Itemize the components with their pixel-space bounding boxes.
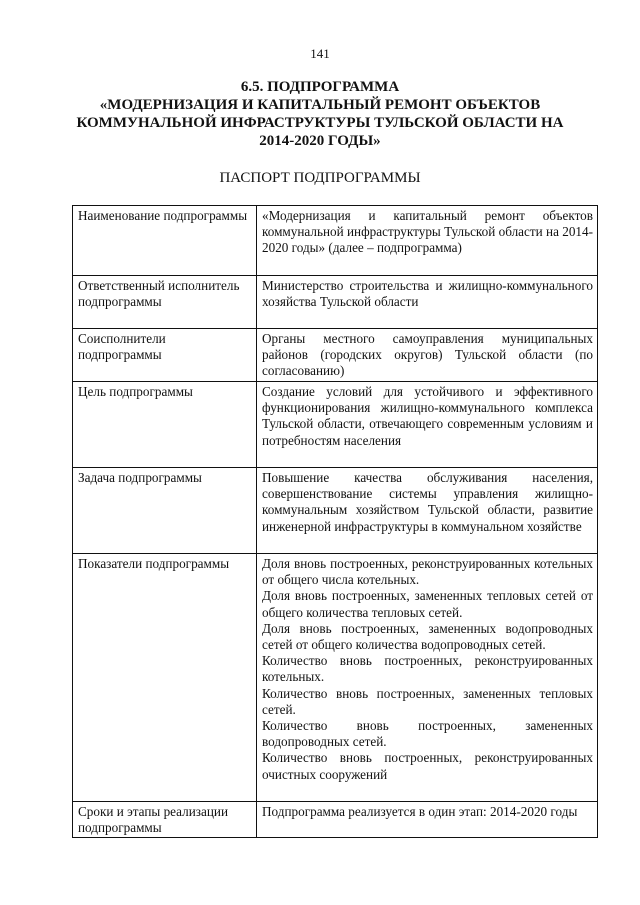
heading-line: 6.5. ПОДПРОГРАММА xyxy=(240,79,400,95)
row-label: Ответственный исполнитель подпрограммы xyxy=(73,276,257,329)
table-row xyxy=(73,554,598,802)
page-number: 141 xyxy=(310,46,330,61)
passport-table xyxy=(72,205,598,838)
row-label: Цель подпрограммы xyxy=(73,382,257,468)
row-value: Министерство строительства и жилищно-коммунального хозяйства Тульской области xyxy=(257,276,598,329)
heading-line: КОММУНАЛЬНОЙ ИНФРАСТРУКТУРЫ ТУЛЬСКОЙ ОБЛАСТИ НА xyxy=(76,115,564,131)
table-row xyxy=(73,276,598,329)
table-row xyxy=(73,468,598,554)
section-heading xyxy=(60,78,580,150)
row-label: Сроки и этапы реализации подпрограммы xyxy=(73,802,257,838)
table-row xyxy=(73,802,598,838)
indicator-item: Количество вновь построенных, замененных тепловых сетей. xyxy=(262,685,593,717)
row-value: Создание условий для устойчивого и эффективного функционирования жилищно-коммунального комплекса Тульской области, отвечающего современным условиям и потребностям населения xyxy=(257,382,598,468)
row-label: Показатели подпрограммы xyxy=(73,554,257,802)
indicator-item: Количество вновь построенных, замененных водопроводных сетей. xyxy=(262,718,593,750)
heading-line: «МОДЕРНИЗАЦИЯ И КАПИТАЛЬНЫЙ РЕМОНТ ОБЪЕКТОВ xyxy=(99,97,541,113)
row-label: Задача подпрограммы xyxy=(73,468,257,554)
indicator-item: Количество вновь построенных, реконструированных очистных сооружений xyxy=(262,750,593,782)
row-label: Соисполнители подпрограммы xyxy=(73,329,257,382)
indicator-item: Доля вновь построенных, замененных водопроводных сетей от общего количества водопроводных сетей. xyxy=(262,620,593,653)
passport-title: ПАСПОРТ ПОДПРОГРАММЫ xyxy=(219,170,421,186)
row-value: «Модернизация и капитальный ремонт объектов коммунальной инфраструктуры Тульской области на 2014-2020 годы» (далее – подпрограмма) xyxy=(257,206,598,276)
indicator-item: Доля вновь построенных, реконструированных котельных от общего числа котельных. xyxy=(262,556,593,588)
heading-line: 2014-2020 ГОДЫ» xyxy=(259,133,381,149)
indicator-item: Доля вновь построенных, замененных тепловых сетей от общего количества тепловых сетей. xyxy=(262,588,593,620)
row-value: Подпрограмма реализуется в один этап: 2014-2020 годы xyxy=(257,802,598,838)
table-row xyxy=(73,329,598,382)
indicator-item: Количество вновь построенных, реконструированных котельных. xyxy=(262,653,593,685)
row-label: Наименование подпрограммы xyxy=(73,206,257,276)
table-row xyxy=(73,206,598,276)
row-value: Повышение качества обслуживания населения, совершенствование системы управления жилищно-коммунальным хозяйством Тульской области, развитие инженерной инфраструктуры в коммунальном хозяйстве xyxy=(257,468,598,554)
indicators-list xyxy=(257,554,598,802)
table-row xyxy=(73,382,598,468)
row-value: Органы местного самоуправления муниципальных районов (городских округов) Тульской области (по согласованию) xyxy=(257,329,598,382)
